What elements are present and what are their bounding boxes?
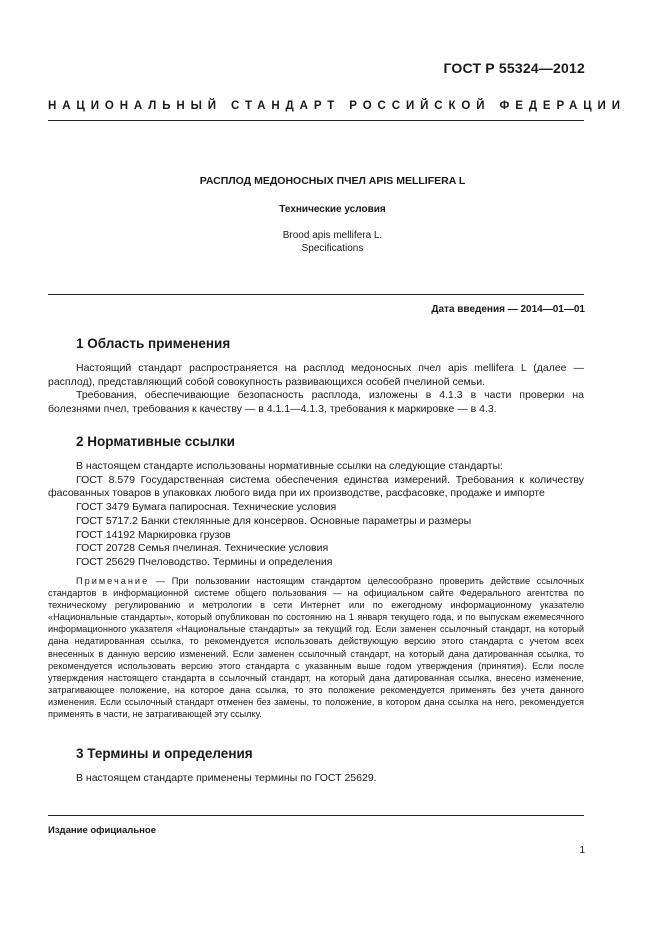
document-subtitle: Технические условия xyxy=(279,204,386,215)
introduction-date: Дата введения — 2014—01—01 xyxy=(431,304,585,315)
english-title xyxy=(48,229,617,255)
note-paragraph xyxy=(48,575,584,720)
reference-item: ГОСТ 14192 Маркировка грузов xyxy=(76,528,231,541)
section-3-heading: 3 Термины и определения xyxy=(76,746,253,761)
section-2-body xyxy=(48,460,584,570)
reference-item: ГОСТ 8.579 Государственная система обеспечения единства измерений. Требования к количеству фасованных товаров в упаковках любого вида при их производстве, расфасовке, продаже и импорте xyxy=(48,473,584,500)
section-1-body xyxy=(48,362,584,417)
header-divider xyxy=(48,120,584,121)
note-text: — При пользовании настоящим стандартом целесообразно проверить действие ссылочных стандартов в информационной системе общего пользования — на официальном сайте Федерального агентства по техническому регулированию и метрологии в сети Интернет или по ежегодному информационному указателю «Национальные стандарты», который опубликован по состоянию на 1 января текущего года, и по выпускам ежемесячного информационного указателя «Национальные стандарты» за текущий год. Если заменен ссылочный стандарт, на который дана недатированная ссылка, то рекомендуется использовать действующую версию этого стандарта с учетом всех внесенных в данную версию изменений. Если заменен ссылочный стандарт, на который дана датированная ссылка, то рекомендуется использовать версию этого стандарта с указанным выше годом утверждения (принятия). Если после утверждения настоящего стандарта в ссылочный стандарт, на который дана датированная ссылка, внесено изменение, затрагивающее положение, на которое дана ссылка, то это положение рекомендуется применять без учета данного изменения. Если ссылочный стандарт отменен без замены, то положение, в котором дана ссылка на него, рекомендуется применять в части, не затрагивающей эту ссылку. xyxy=(48,576,584,720)
reference-item: ГОСТ 3479 Бумага папиросная. Технические условия xyxy=(76,501,337,514)
document-code: ГОСТ Р 55324—2012 xyxy=(443,60,585,76)
reference-item: ГОСТ 25629 Пчеловодство. Термины и определения xyxy=(76,555,333,568)
section-2-heading: 2 Нормативные ссылки xyxy=(76,434,235,449)
section-1-paragraph: Требования, обеспечивающие безопасность расплода, изложены в 4.1.3 в части проверки на болезнями пчел, требования к качеству — в 4.1.1—4.1.3, требования к маркировке — в 4.3. xyxy=(48,389,584,416)
references-note xyxy=(48,575,584,720)
section-3-paragraph: В настоящем стандарте применены термины по ГОСТ 25629. xyxy=(76,772,377,784)
section-3-body xyxy=(48,772,584,786)
document-title: РАСПЛОД МЕДОНОСНЫХ ПЧЕЛ APIS MELLIFERA L xyxy=(199,175,466,187)
section-2-intro: В настоящем стандарте использованы нормативные ссылки на следующие стандарты: xyxy=(76,460,503,472)
official-edition-label: Издание официальное xyxy=(48,825,156,836)
reference-item: ГОСТ 20728 Семья пчелиная. Технические условия xyxy=(76,542,329,555)
note-lead: Примечание xyxy=(76,576,150,586)
footer-divider xyxy=(48,815,584,816)
national-standard-banner: НАЦИОНАЛЬНЫЙ СТАНДАРТ РОССИЙСКОЙ ФЕДЕРАЦИИ xyxy=(48,100,626,112)
page-number: 1 xyxy=(579,845,585,856)
english-title-line1: Brood apis mellifera L. xyxy=(282,230,383,241)
title-divider xyxy=(48,294,584,295)
section-1-paragraph: Настоящий стандарт распространяется на расплод медоносных пчел apis mellifera L (далее — расплод), представляющий собой совокупность развивающихся особей пчелиной семьи. xyxy=(48,362,584,388)
english-title-line2: Specifications xyxy=(301,243,364,254)
reference-item: ГОСТ 5717.2 Банки стеклянные для консервов. Основные параметры и размеры xyxy=(76,514,472,527)
section-1-heading: 1 Область применения xyxy=(76,336,231,351)
